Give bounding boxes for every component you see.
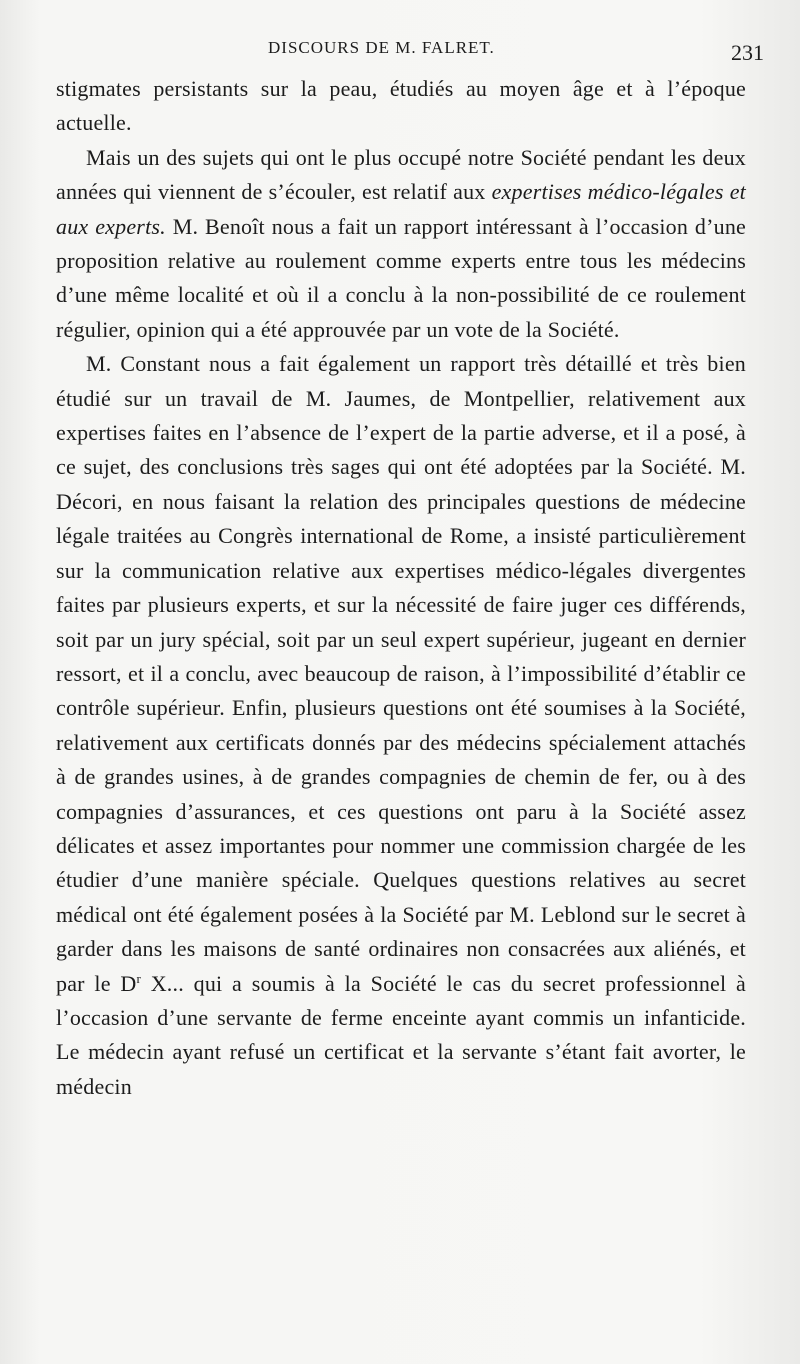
text-segment: M. Constant nous a fait également un rapport très détaillé et très bien étudié sur un travail de M. Jaumes, de Montpellier, relativement aux expertises faites en l’absence de l’expert de la partie adverse, et il a posé, à ce sujet, des conclusions très sages qui ont été adoptées par la Société. M. Décori, en nous faisant la relation des principales questions de médecine légale traitées au Congrès international de Rome, a insisté particulièrement sur la communication relative aux expertises médico-légales divergentes faites par plusieurs experts, et sur la nécessité de faire juger ces différends, soit par un jury spécial, soit par un seul expert supérieur, jugeant en dernier ressort, et il a conclu, avec beaucoup de raison, à l’impossibilité d’établir ce contrôle supérieur. Enfin, plusieurs questions ont été soumises à la Société, relativement aux certificats donnés par des médecins spécialement attachés à de grandes usines, à de grandes compagnies de chemin de fer, ou à des compagnies d’assurances, et ces questions ont paru à la Société assez délicates et assez importantes pour nommer une commission chargée de les étudier d’une manière spéciale. Quelques questions relatives au secret médical ont été également posées à la Société par M. Leblond sur le secret à garder dans les maisons de santé ordinaires non consacrées aux aliénés, et par le D [56, 351, 746, 996]
text-segment: stigmates persistants sur la peau, étudiés au moyen âge et à l’époque actuelle. [56, 76, 746, 136]
italic-text: expertises médico-légales et aux experts. [56, 179, 746, 239]
superscript-text: r [136, 970, 142, 986]
page-number: 231 [731, 40, 764, 65]
body-text [56, 72, 746, 1104]
text-segment: Mais un des sujets qui ont le plus occupé notre Société pendant les deux années qui viennent de s’écouler, est relatif aux [56, 144, 746, 205]
running-title: DISCOURS DE M. FALRET. [268, 38, 495, 57]
text-segment: X... qui a soumis à la Société le cas du secret professionnel à l’occasion d’une servante de ferme enceinte ayant commis un infanticide. Le médecin ayant refusé un certificat et la servante s’étant fait avorter, le médecin [56, 970, 746, 1099]
paragraph [56, 347, 746, 1104]
paragraph [56, 141, 746, 347]
paragraph [56, 72, 746, 141]
text-segment: M. Benoît nous a fait un rapport intéressant à l’occasion d’une proposition relative au roulement comme experts entre tous les médecins d’une même localité et où il a conclu à la non-possibilité de ce roulement régulier, opinion qui a été approuvée par un vote de la Société. [56, 213, 746, 342]
